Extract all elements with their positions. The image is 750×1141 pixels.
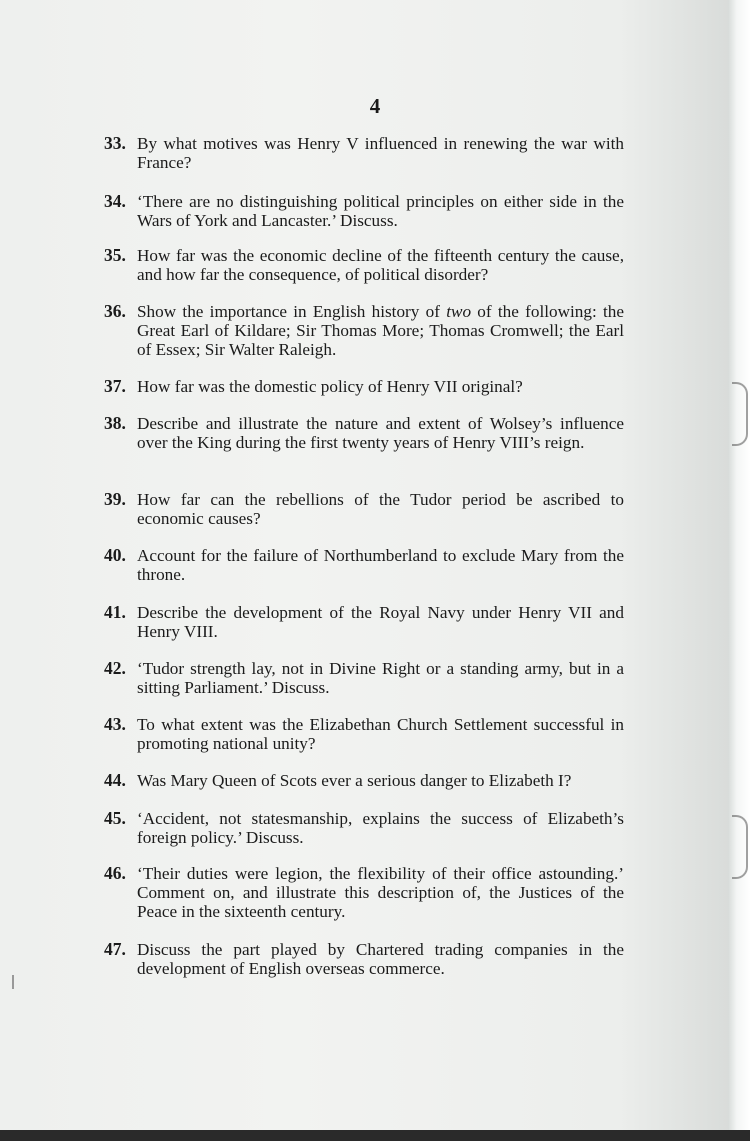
- question-number: 42.: [104, 658, 126, 678]
- question-43: [104, 715, 624, 753]
- question-47: [104, 940, 624, 978]
- question-text-start: Show the importance in English history of: [137, 302, 447, 321]
- staple-mark: [732, 815, 748, 879]
- question-text: ‘Accident, not statesmanship, explains the success of Elizabeth’s foreign policy.’ Discuss.: [137, 809, 624, 847]
- question-number: 36.: [104, 301, 126, 321]
- question-number: 45.: [104, 808, 126, 828]
- question-text-end: of the following: the Great Earl of Kildare; Sir Thomas More; Thomas Cromwell; the Earl of Essex; Sir Walter Raleigh.: [137, 302, 624, 359]
- question-text: [137, 302, 624, 359]
- question-text: To what extent was the Elizabethan Church Settlement successful in promoting national unity?: [137, 715, 624, 753]
- scan-border: [0, 1130, 750, 1141]
- question-number: 33.: [104, 133, 126, 153]
- question-39: [104, 490, 624, 528]
- question-number: 34.: [104, 191, 126, 211]
- question-number: 35.: [104, 245, 126, 265]
- question-text: ‘Tudor strength lay, not in Divine Right or a standing army, but in a sitting Parliament.’ Discuss.: [137, 659, 624, 697]
- question-text-emphasis: two: [446, 302, 472, 321]
- question-text: Describe the development of the Royal Navy under Henry VII and Henry VIII.: [137, 603, 624, 641]
- question-number: 40.: [104, 545, 126, 565]
- question-33: [104, 134, 624, 172]
- question-34: [104, 192, 624, 230]
- question-number: 41.: [104, 602, 126, 622]
- question-44: [104, 771, 624, 790]
- question-41: [104, 603, 624, 641]
- question-42: [104, 659, 624, 697]
- question-number: 43.: [104, 714, 126, 734]
- question-text: By what motives was Henry V influenced in renewing the war with France?: [137, 134, 624, 172]
- question-number: 37.: [104, 376, 126, 396]
- question-38: [104, 414, 624, 452]
- pencil-mark: [12, 975, 14, 989]
- question-text: ‘Their duties were legion, the flexibility of their office astounding.’ Comment on, and illustrate this description of, the Justices of the Peace in the sixteenth century.: [137, 864, 624, 921]
- question-46: [104, 864, 624, 921]
- question-text: How far was the domestic policy of Henry VII original?: [137, 377, 523, 396]
- question-text: How far can the rebellions of the Tudor period be ascribed to economic causes?: [137, 490, 624, 528]
- question-number: 47.: [104, 939, 126, 959]
- question-text: Discuss the part played by Chartered trading companies in the development of English overseas commerce.: [137, 940, 624, 978]
- question-35: [104, 246, 624, 284]
- question-text: ‘There are no distinguishing political principles on either side in the Wars of York and Lancaster.’ Discuss.: [137, 192, 624, 230]
- question-37: [104, 377, 624, 396]
- question-number: 39.: [104, 489, 126, 509]
- question-text: Was Mary Queen of Scots ever a serious danger to Elizabeth I?: [137, 771, 572, 790]
- question-36: [104, 302, 624, 359]
- question-40: [104, 546, 624, 584]
- question-text: Account for the failure of Northumberland to exclude Mary from the throne.: [137, 546, 624, 584]
- question-45: [104, 809, 624, 847]
- question-number: 38.: [104, 413, 126, 433]
- question-number: 46.: [104, 863, 126, 883]
- question-text: How far was the economic decline of the fifteenth century the cause, and how far the consequence, of political disorder?: [137, 246, 624, 284]
- staple-mark: [732, 382, 748, 446]
- page-edge: [728, 0, 750, 1141]
- question-number: 44.: [104, 770, 126, 790]
- question-text: Describe and illustrate the nature and extent of Wolsey’s influence over the King during the first twenty years of Henry VIII’s reign.: [137, 414, 624, 452]
- page-number: 4: [369, 94, 381, 118]
